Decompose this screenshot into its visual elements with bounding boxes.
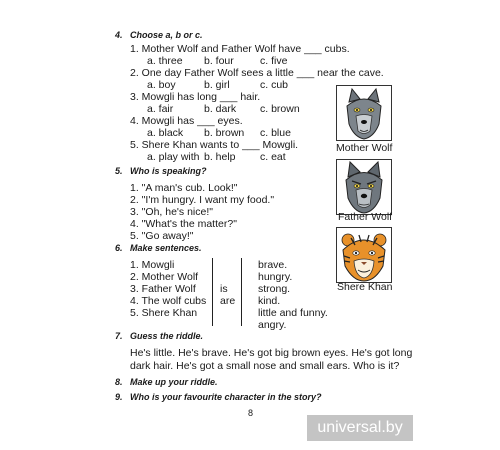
option-c: c. brown [260, 103, 300, 115]
option-a: a. fair [147, 103, 174, 115]
option-a: a. black [147, 127, 184, 139]
shere-khan-caption: Shere Khan [337, 281, 393, 293]
exercise-8-heading: 8. Make up your riddle. [115, 377, 218, 387]
ex6-adjective-6: angry. [258, 319, 287, 331]
option-c: c. blue [260, 127, 291, 139]
ex4-question-2: 2. One day Father Wolf sees a little ___ near the cave. [130, 67, 384, 79]
ex5-line-4: 4. "What's the matter?" [130, 218, 237, 230]
ex5-line-2: 2. "I'm hungry. I want my food." [130, 194, 275, 206]
ex6-divider-left [212, 258, 213, 326]
page-number: 8 [248, 408, 254, 418]
ex4-question-3: 3. Mowgli has long ___ hair. [130, 91, 261, 103]
option-a: a. play with [147, 151, 200, 163]
shere-khan-portrait [336, 227, 392, 283]
ex4-options-5 [147, 151, 286, 163]
ex4-options-2 [147, 79, 288, 91]
exercise-5-heading: 5. Who is speaking? [115, 166, 207, 176]
ex6-subject-4: 4. The wolf cubs [130, 295, 207, 307]
ex6-verb-is: is [220, 283, 228, 295]
exercise-6-heading: 6. Make sentences. [115, 243, 202, 253]
father-wolf-icon [337, 160, 391, 214]
ex6-adjective-4: kind. [258, 295, 281, 307]
ex6-subject-2: 2. Mother Wolf [130, 271, 199, 283]
ex5-line-1: 1. "A man's cub. Look!" [130, 182, 238, 194]
exercise-4-heading: 4. Choose a, b or c. [115, 30, 203, 40]
mother-wolf-icon [337, 86, 391, 140]
ex6-subject-3: 3. Father Wolf [130, 283, 196, 295]
ex6-verb-are: are [220, 295, 236, 307]
option-b: b. four [204, 55, 234, 67]
option-b: b. brown [204, 127, 245, 139]
option-c: c. cub [260, 79, 289, 91]
option-b: b. girl [204, 79, 230, 91]
ex6-divider-right [241, 258, 242, 326]
option-b: b. dark [204, 103, 237, 115]
ex6-adjective-5: little and funny. [258, 307, 328, 319]
mother-wolf-caption: Mother Wolf [336, 142, 393, 154]
exercise-7-heading: 7. Guess the riddle. [115, 331, 204, 341]
ex6-subject-5: 5. Shere Khan [130, 307, 198, 319]
watermark-badge: universal.by [307, 415, 413, 441]
option-c: c. eat [260, 151, 286, 163]
ex7-riddle-text: He's little. He's brave. He's got big brown eyes. He's got long dark hair. He's got a small nose and small ears. Who is it? [130, 347, 413, 372]
ex4-options-3 [147, 103, 300, 115]
option-c: c. five [260, 55, 288, 67]
option-b: b. help [204, 151, 236, 163]
ex4-question-4: 4. Mowgli has ___ eyes. [130, 115, 243, 127]
mother-wolf-portrait [336, 85, 392, 141]
ex6-adjective-1: brave. [258, 259, 288, 271]
ex6-adjective-2: hungry. [258, 271, 293, 283]
father-wolf-portrait [336, 159, 392, 215]
ex6-adjective-3: strong. [258, 283, 291, 295]
ex5-line-3: 3. "Oh, he's nice!" [130, 206, 214, 218]
exercise-9-heading: 9. Who is your favourite character in the story? [115, 392, 322, 402]
ex4-options-1 [147, 55, 287, 67]
ex6-subject-1: 1. Mowgli [130, 259, 175, 271]
father-wolf-caption: Father Wolf [338, 211, 393, 223]
ex5-line-5: 5. "Go away!" [130, 230, 194, 242]
tiger-icon [337, 228, 391, 282]
option-a: a. three [147, 55, 183, 67]
option-a: a. boy [147, 79, 176, 91]
ex4-options-4 [147, 127, 291, 139]
ex4-question-1: 1. Mother Wolf and Father Wolf have ___ cubs. [130, 43, 350, 55]
ex4-question-5: 5. Shere Khan wants to ___ Mowgli. [130, 139, 299, 151]
